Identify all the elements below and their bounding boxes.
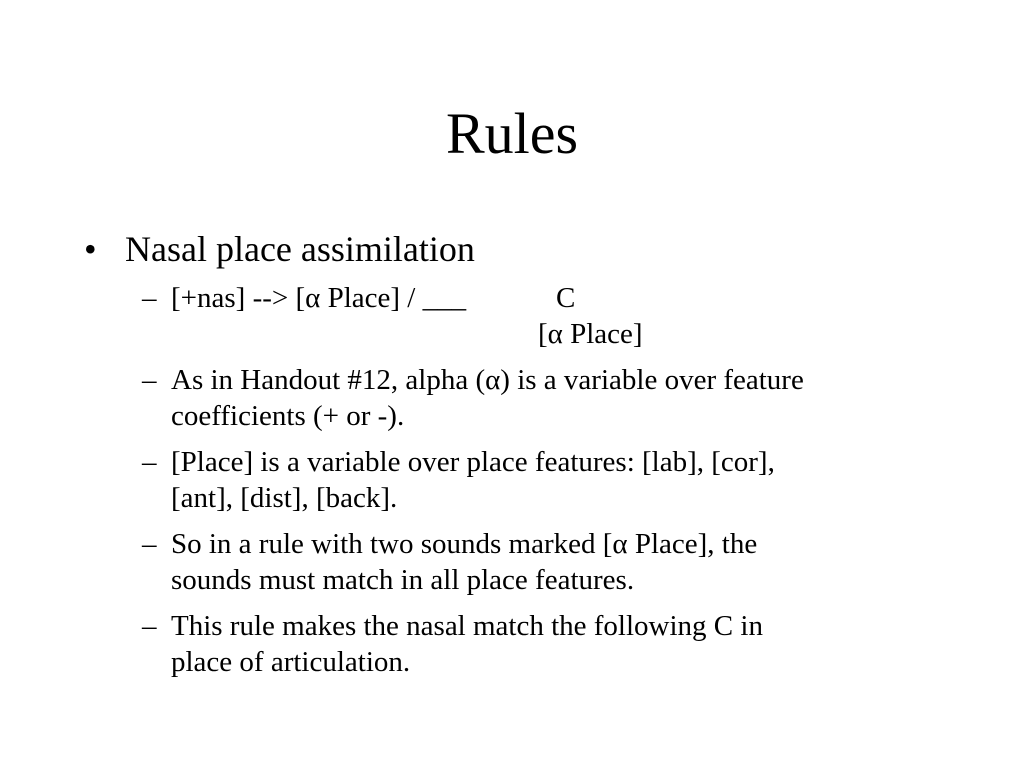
bullet-marker: • (84, 229, 97, 269)
sub-item-line: This rule makes the nasal match the following C in (171, 610, 763, 642)
slide-title: Rules (445, 101, 579, 166)
sub-bullet-marker: – (142, 528, 157, 560)
sub-item-line: [ant], [dist], [back]. (171, 482, 398, 514)
sub-item-line: So in a rule with two sounds marked [α Place], the (171, 528, 758, 560)
sub-item-line: sounds must match in all place features. (171, 564, 635, 596)
rule-formula: [+nas] --> [α Place] / ___ (171, 282, 467, 314)
sub-item-line: place of articulation. (171, 646, 411, 678)
sub-bullet-marker: – (142, 282, 157, 314)
sub-item-line: As in Handout #12, alpha (α) is a variable over feature (171, 364, 804, 396)
sub-item-line: [Place] is a variable over place features: [lab], [cor], (171, 446, 775, 478)
sub-bullet-marker: – (142, 364, 157, 396)
sub-item-line: coefficients (+ or -). (171, 400, 405, 432)
rule-target-consonant: C (556, 282, 576, 314)
sub-bullet-marker: – (142, 446, 157, 478)
rule-target-feature: [α Place] (538, 318, 643, 350)
bullet-text: Nasal place assimilation (125, 229, 475, 269)
sub-bullet-marker: – (142, 610, 157, 642)
